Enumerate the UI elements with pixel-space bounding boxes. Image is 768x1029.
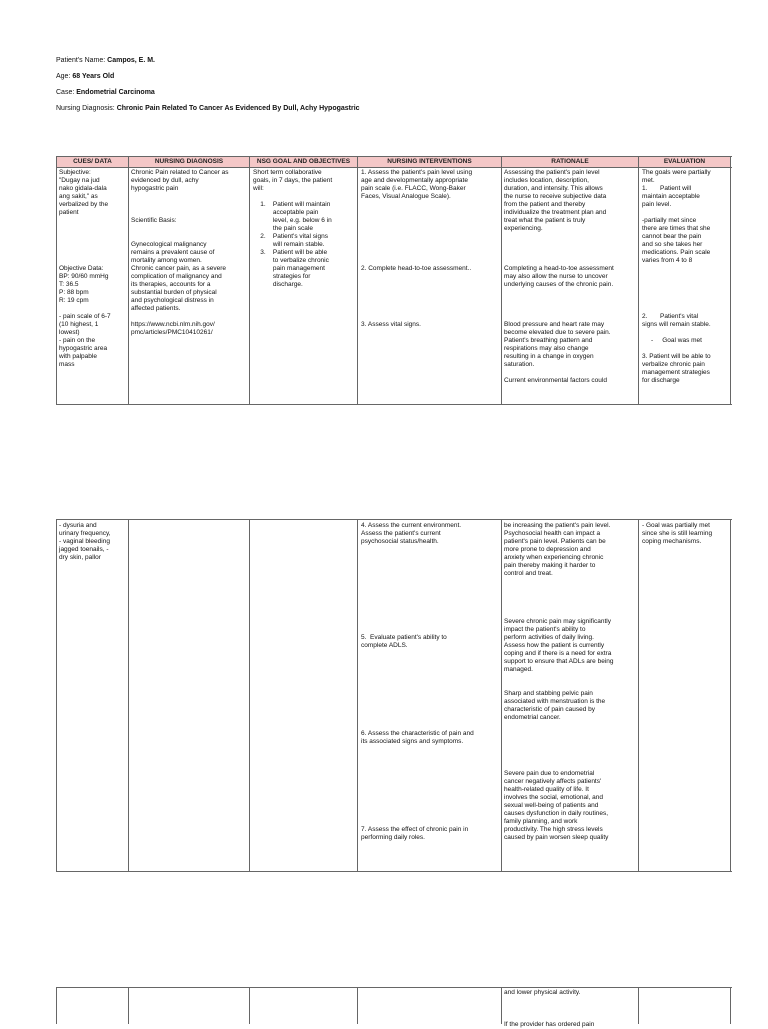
nursing-diagnosis: Nursing Diagnosis: Chronic Pain Related To Cancer As Evidenced By Dull, Achy Hypogastric	[56, 105, 360, 112]
cues-cell: - dysuria and urinary frequency, - vaginal bleeding jagged toenails, - dry skin, pallor	[59, 522, 111, 561]
header-rationale: RATIONALE	[551, 158, 589, 165]
rationale-cell: be increasing the patient's pain level. Psychosocial health can impact a patient's pain level. Patients can be more prone to depression and anxiety when experiencing chronic pain thereby making it harder to control and treat. Severe chronic pain may significantly impact the patient's ability to perform activities of daily living. Assess how the patient is currently coping and if there is a need for extra support to ensure that ADLs are being managed. Sharp and stabbing pelvic pain associated with menstruation is the characteristic of pain caused by endometrial cancer. Severe pain due to endometrial cancer negatively affects patients' health-related quality of life. It involves the social, emotional, and sexual well-being of patients and causes dysfunction in daily routines, family planning, and work productivity. The high stress levels caused by pain worsen sleep quality	[504, 522, 614, 841]
evaluation-cell: - Goal was partially met since she is still learning coping mechanisms.	[642, 522, 713, 545]
header-interventions: NURSING INTERVENTIONS	[387, 158, 472, 165]
rationale-cell: and lower physical activity. If the provider has ordered pain	[504, 989, 595, 1028]
interventions-cell: 4. Assess the current environment. Assess the patient's current psychosocial status/health. 5. Evaluate patient's ability to complete ADLS. 6. Assess the characteristic of pain and its associated signs and symptoms. 7. Assess the effect of chronic pain in performing daily roles.	[361, 522, 474, 841]
evaluation-cell: The goals were partially met. 1. Patient will maintain acceptable pain level. -partially met since there are times that she cannot bear the pain and so she takes her medications. Pain scale varies from 4 to 8 2. Patient's vital signs will remain stable. - Goal was met 3. Patient will be able to verbalize chronic pain management strategies for discharge	[642, 169, 711, 384]
interventions-cell: 1. Assess the patient's pain level using age and developmentally appropriate pain scale (i.e. FLACC, Wong-Baker Faces, Visual Analogue Scale). 2. Complete head-to-toe assessment.. 3. Assess vital signs.	[361, 169, 473, 328]
rationale-cell: Assessing the patient's pain level includes location, description, duration, and intensity. This allows the nurse to receive subjective data from the patient and thereby individualize the treatment plan and treat what the patient is truly experiencing. Completing a head-to-toe assessment may also allow the nurse to uncover underlying causes of the chronic pain. Blood pressure and heart rate may become elevated due to severe pain. Patient's breathing pattern and respirations may also change resulting in a change in oxygen saturation. Current environmental factors could	[504, 169, 614, 384]
diagnosis-cell: Chronic Pain related to Cancer as evidenced by dull, achy hypogastric pain Scientific Basis: Gynecological malignancy remains a prevalent cause of mortality among women. Chronic cancer pain, as a severe complication of malignancy and its therapies, accounts for a substantial burden of physical and psychological distress in affected patients. https://www.ncbi.nlm.nih.gov/ pmc/articles/PMC10410261/	[131, 169, 229, 336]
header-cues: CUES/ DATA	[73, 158, 112, 165]
table-header-row	[57, 157, 730, 167]
header-goals: NSG GOAL AND OBJECTIVES	[256, 158, 351, 165]
header-diagnosis: NURSING DIAGNOSIS	[154, 158, 224, 165]
patient-name: Patient's Name: Campos, E. M.	[56, 57, 155, 64]
patient-age: Age: 68 Years Old	[56, 73, 115, 80]
cues-cell: Subjective: "Dugay na jud nako gidala-dala ang sakit," as verbalized by the patient Objective Data: BP: 90/60 mmHg T: 36.5 P: 88 bpm R: 19 cpm - pain scale of 6-7 (10 highest, 1 lowest) - pain on the hypogastric area with palpable mass	[59, 169, 111, 368]
case: Case: Endometrial Carcinoma	[56, 89, 155, 96]
goals-cell: Short term collaborative goals, in 7 days, the patient will: 1. Patient will maintain acceptable pain level, e.g. below 6 in the pain scale 2. Patient's vital signs will remain stable. 3. Patient will be able to verbalize chronic pain management strategies for discharge.	[253, 169, 333, 288]
header-evaluation: EVALUATION	[663, 158, 706, 165]
